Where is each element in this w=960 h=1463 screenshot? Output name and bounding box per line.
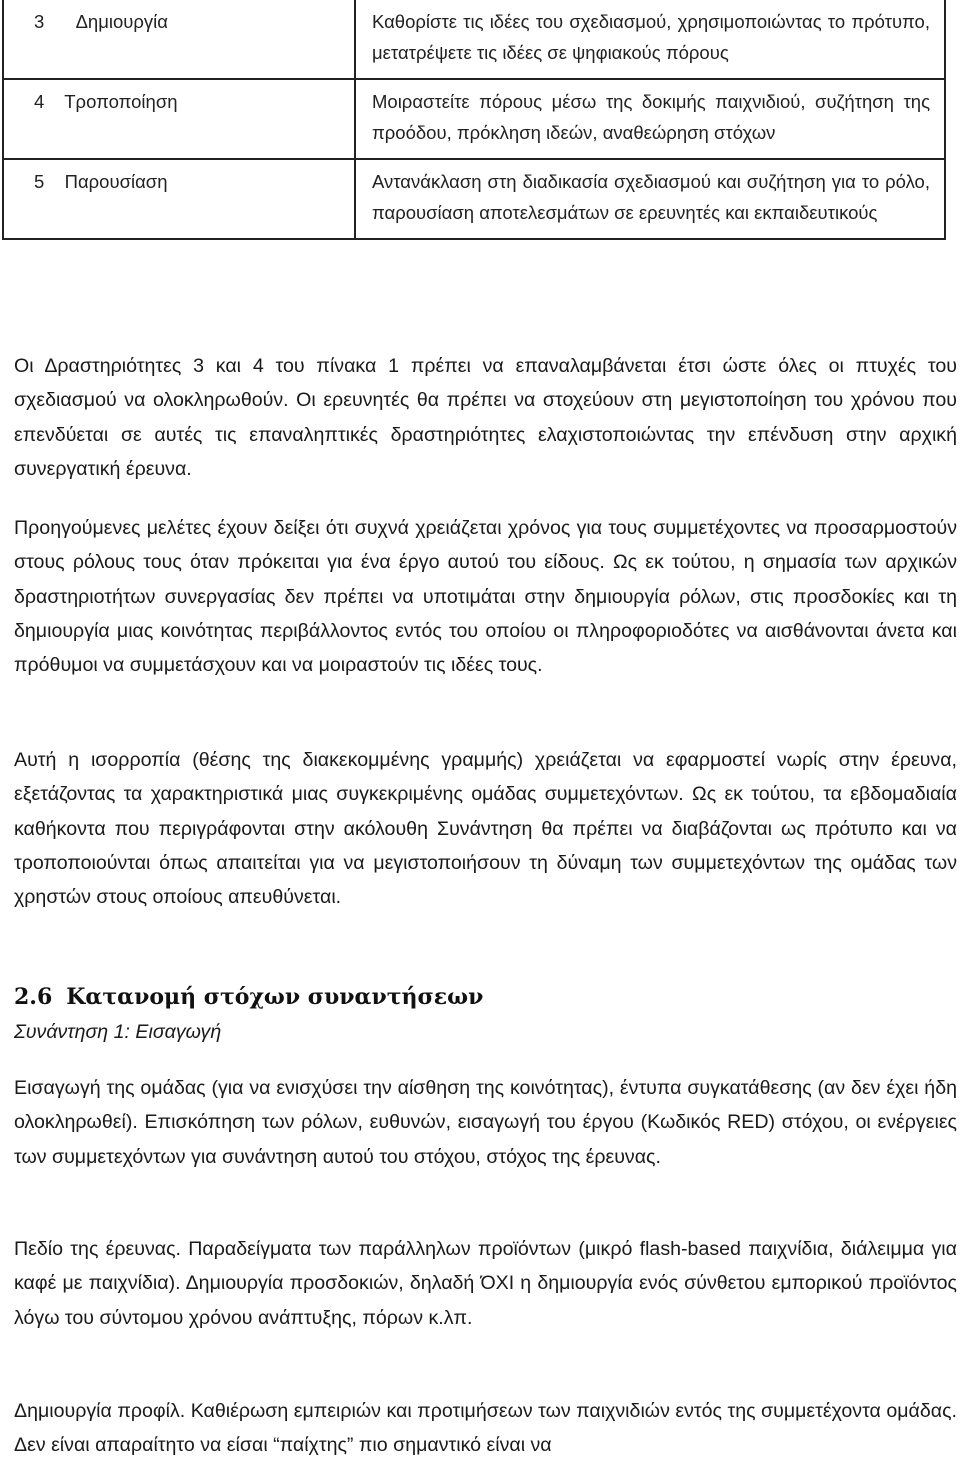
phase-table	[2, 0, 946, 240]
phase-name: Τροποποίηση	[64, 91, 178, 112]
phase-cell	[3, 159, 355, 239]
paragraph-introduction: Εισαγωγή της ομάδας (για να ενισχύσει την αίσθηση της κοινότητας), έντυπα συγκατάθεσης (αν δεν έχει ήδη ολοκληρωθεί). Επισκόπηση των ρόλων, ευθυνών, εισαγωγή του έργου (Κωδικός RED) στόχου, οι ενέργειες των συμμετεχόντων για συνάντηση αυτού του στόχου, στόχος της έρευνας.	[14, 1077, 957, 1168]
meeting-subtitle: Συνάντηση 1: Εισαγωγή	[14, 1021, 222, 1043]
phase-name: Παρουσίαση	[64, 171, 168, 192]
section-heading	[14, 980, 483, 1014]
paragraph-research-scope: Πεδίο της έρευνας. Παραδείγματα των παράλληλων προϊόντων (μικρό flash-based παιχνίδια, διάλειμμα για καφέ με παιχνίδια). Δημιουργία προσδοκιών, δηλαδή ΌΧΙ η δημιουργία ενός σύνθετου εμπορικού προϊόντος λόγω του σύντομου χρόνου ανάπτυξης, πόρων κ.λπ.	[14, 1238, 957, 1329]
table-row	[3, 159, 945, 239]
paragraph-previous-studies: Προηγούμενες μελέτες έχουν δείξει ότι συχνά χρειάζεται χρόνος για τους συμμετέχοντες να προσαρμοστούν στους ρόλους τους όταν πρόκειται για ένα έργο αυτού του είδους. Ως εκ τούτου, η σημασία των αρχικών δραστηριοτήτων συνεργασίας δεν πρέπει να υποτιμάται στην δημιουργία ρόλων, στις προσδοκίες και τη δημιουργία μιας κοινότητας περιβάλλοντος εντός του οποίου οι πληροφοριοδότες να αισθάνονται άνετα και πρόθυμοι να συμμετάσχουν και να μοιραστούν τις ιδέες τους.	[14, 517, 957, 677]
phase-number: 4	[34, 91, 45, 112]
section-title: Κατανομή στόχων συναντήσεων	[66, 984, 484, 1010]
paragraph-profile: Δημιουργία προφίλ. Καθιέρωση εμπειριών και προτιμήσεων των παιχνιδιών εντός της συμμετέχοντα ομάδας. Δεν είναι απαραίτητο να είσαι “παίχτης” πιο σημαντικό είναι να	[14, 1400, 957, 1457]
phase-name: Δημιουργία	[75, 11, 168, 32]
table-row	[3, 79, 945, 159]
paragraph-balance: Αυτή η ισορροπία (θέσης της διακεκομμένης γραμμής) χρειάζεται να εφαρμοστεί νωρίς στην έρευνα, εξετάζοντας τα χαρακτηριστικά μιας συγκεκριμένης ομάδας συμμετεχόντων. Ως εκ τούτου, τα εβδομαδιαία καθήκοντα που περιγράφονται στην ακόλουθη Συνάντηση θα πρέπει να διαβάζονται ως πρότυπο και να τροποποιούνται όπως απαιτείται για να μεγιστοποιήσουν τη δύναμη των συμμετεχόντων της ομάδας των χρηστών στους οποίους απευθύνεται.	[14, 749, 957, 909]
phase-description: Μοιραστείτε πόρους μέσω της δοκιμής παιχνιδιού, συζήτηση της προόδου, πρόκληση ιδεών, αναθεώρηση στόχων	[355, 79, 945, 159]
section-number: 2.6	[14, 984, 53, 1010]
paragraph-activities: Οι Δραστηριότητες 3 και 4 του πίνακα 1 πρέπει να επαναλαμβάνεται έτσι ώστε όλες οι πτυχές του σχεδιασμού να ολοκληρωθούν. Οι ερευνητές θα πρέπει να στοχεύουν στη μεγιστοποίηση του χρόνου που επενδύεται σε αυτές τις επαναληπτικές δραστηριότητες ελαχιστοποιώντας την επένδυση στην αρχική συνεργατική έρευνα.	[14, 355, 957, 480]
phase-number: 5	[34, 171, 45, 192]
phase-description: Αντανάκλαση στη διαδικασία σχεδιασμού και συζήτηση για το ρόλο, παρουσίαση αποτελεσμάτων σε ερευνητές και εκπαιδευτικούς	[355, 159, 945, 239]
phase-cell	[3, 0, 355, 79]
table-row	[3, 0, 945, 79]
phase-description: Καθορίστε τις ιδέες του σχεδιασμού, χρησιμοποιώντας το πρότυπο, μετατρέψετε τις ιδέες σε ψηφιακούς πόρους	[355, 0, 945, 79]
phase-number: 3	[34, 11, 45, 32]
phase-cell	[3, 79, 355, 159]
